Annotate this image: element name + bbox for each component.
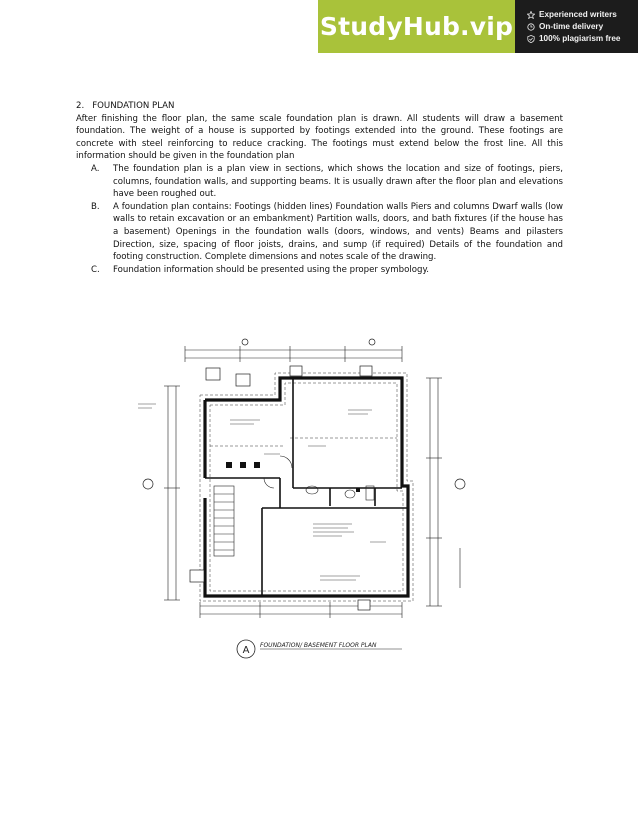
feature-label: 100% plagiarism free [539,34,621,43]
drawing-marker: A [242,645,250,656]
star-icon [527,11,535,19]
feature-item [527,34,638,43]
feature-label: On-time delivery [539,22,604,31]
shield-check-icon [527,35,535,43]
feature-item [527,22,638,31]
list-marker: B. [91,201,100,212]
intro-paragraph: After finishing the floor plan, the same scale foundation plan is drawn. All students will draw a basement foundation. The weight of a house is supported by footings extended into the ground. These footings are concrete with steel reinforcing to reduce cracking. The footings must extend below the frost line. All this information should be given in the foundation plan [76,113,563,162]
list-text: The foundation plan is a plan view in sections, which shows the location and size of footings, piers, columns, foundation walls, and supporting beams. It is usually drawn after the floor plan and elevations have been roughed out. [113,163,563,200]
clock-icon [527,23,535,31]
section-title: FOUNDATION PLAN [92,101,175,111]
item-list [76,163,563,276]
list-item [76,201,563,264]
list-marker: C. [91,264,100,275]
document-body [76,100,563,276]
list-item [76,264,563,277]
list-marker: A. [91,163,100,174]
section-number: 2. [76,101,85,111]
foundation-plan-drawing [130,338,475,663]
drawing-title: FOUNDATION/ BASEMENT FLOOR PLAN [260,642,377,649]
ad-banner[interactable] [318,0,638,53]
feature-list [515,0,638,53]
list-item [76,163,563,201]
studyhub-logo[interactable]: StudyHub.vip [318,0,515,53]
feature-item [527,10,638,19]
feature-label: Experienced writers [539,10,617,19]
section-heading [76,100,563,113]
list-text: Foundation information should be presented using the proper symbology. [113,264,430,275]
list-text: A foundation plan contains: Footings (hidden lines) Foundation walls Piers and columns Dwarf walls (low walls to retain excavation or an embankment) Partition walls, doors, and bath fixtures (if the house has a basement) Openings in the foundation walls (doors, windows, and vents) Beams and pilasters Direction, size, spacing of floor joists, drains, and sump (if required) Details of the foundation and footing construction. Complete dimensions and notes scale of the drawing. [113,201,563,263]
